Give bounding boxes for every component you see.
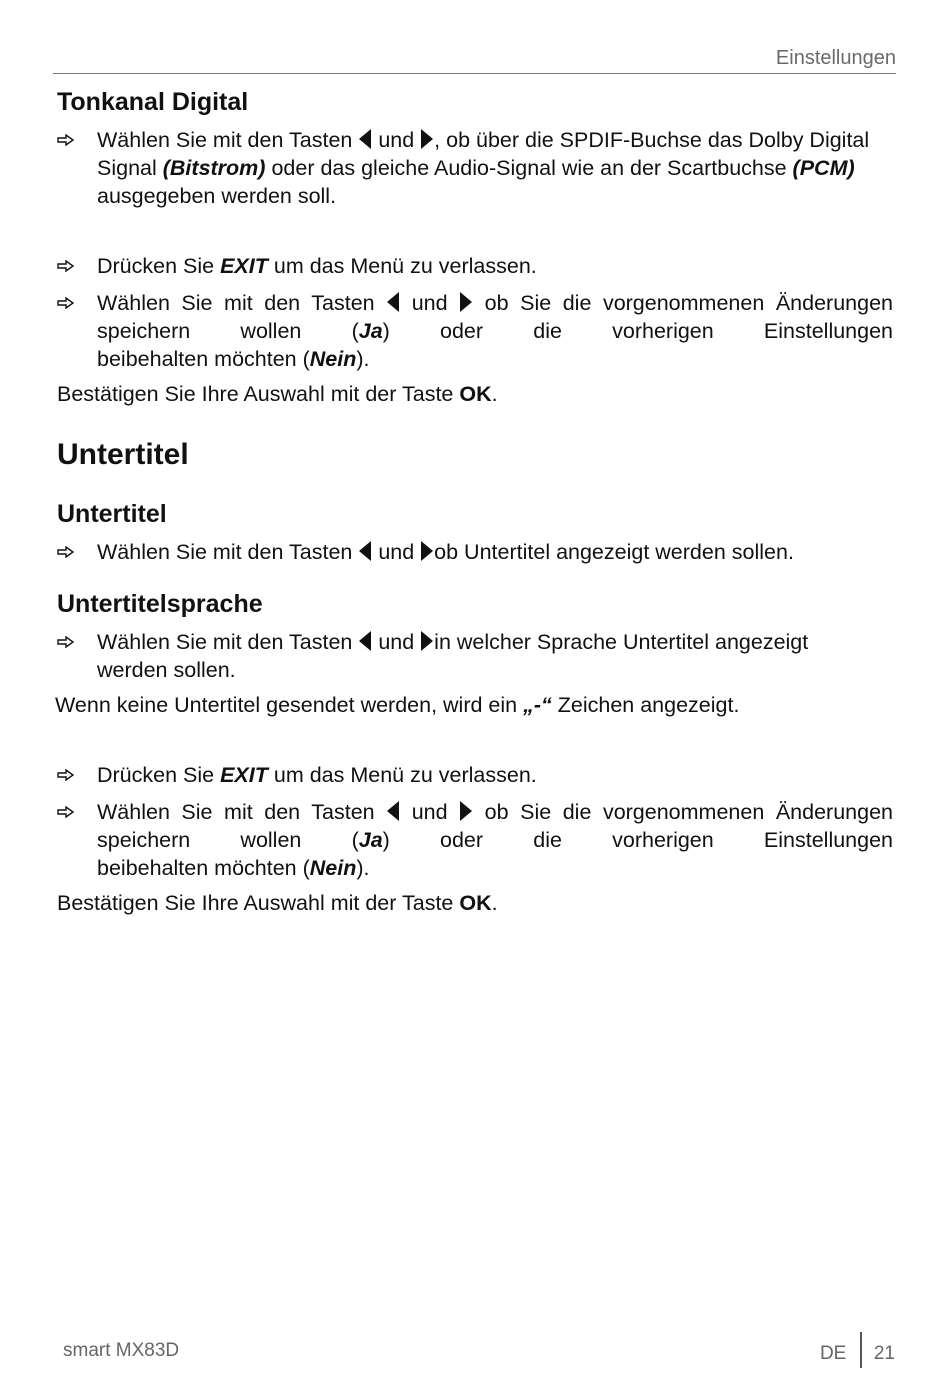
item-text: Wählen Sie mit den Tasten xyxy=(97,128,359,152)
heading-untertitelsprache: Untertitelsprache xyxy=(57,590,263,618)
list-item xyxy=(57,628,857,684)
list-item xyxy=(57,798,893,882)
nein-option: Nein xyxy=(309,347,357,371)
page-number: 21 xyxy=(873,1343,895,1364)
bullet-arrow-icon xyxy=(57,628,79,656)
confirm-paragraph xyxy=(57,380,893,408)
confirm-paragraph xyxy=(57,889,893,917)
bullet-arrow-icon xyxy=(57,798,79,826)
item-text: beibehalten möchten ( xyxy=(97,347,310,371)
item-text: ob Sie die vorgenommenen Änderungen speichern wollen ( xyxy=(97,291,893,343)
right-arrow-key-icon xyxy=(460,801,472,821)
left-arrow-key-icon xyxy=(359,631,371,651)
ja-option: Ja xyxy=(358,319,383,343)
bullet-arrow-icon xyxy=(57,538,79,566)
item-text: ob Sie die vorgenommenen Änderungen speichern wollen ( xyxy=(97,800,893,852)
item-text: und xyxy=(400,291,460,315)
item-text: Wählen Sie mit den Tasten xyxy=(97,540,359,564)
footer-language: DE xyxy=(819,1343,847,1364)
left-arrow-key-icon xyxy=(387,292,399,312)
item-text: ausgegeben werden soll. xyxy=(97,184,337,208)
pcm-term: (PCM) xyxy=(792,156,855,180)
footer-model: smart MX83D xyxy=(63,1340,180,1361)
note-paragraph xyxy=(55,691,893,719)
item-text: beibehalten möchten ( xyxy=(97,856,310,880)
bitstrom-term: (Bitstrom) xyxy=(162,156,266,180)
paragraph-text: Zeichen angezeigt. xyxy=(551,693,740,717)
item-text: und xyxy=(400,800,460,824)
right-arrow-key-icon xyxy=(460,292,472,312)
ja-option: Ja xyxy=(358,828,383,852)
list-item xyxy=(57,126,893,210)
item-text: um das Menü zu verlassen. xyxy=(267,763,537,787)
heading-untertitel: Untertitel xyxy=(57,500,167,528)
nein-option: Nein xyxy=(309,856,357,880)
page-header xyxy=(53,45,896,74)
paragraph-text: Bestätigen Sie Ihre Auswahl mit der Taste xyxy=(57,382,460,406)
list-item xyxy=(57,761,893,789)
item-text: ) oder die vorherigen Einstellungen xyxy=(382,828,894,852)
bullet-arrow-icon xyxy=(57,252,79,280)
paragraph-text: . xyxy=(491,382,498,406)
heading-tonkanal-digital: Tonkanal Digital xyxy=(57,88,249,116)
ok-key-label: OK xyxy=(459,891,492,915)
item-text: und xyxy=(378,630,421,654)
paragraph-text: Bestätigen Sie Ihre Auswahl mit der Taste xyxy=(57,891,460,915)
heading-untertitel-section: Untertitel xyxy=(57,438,189,471)
ok-key-label: OK xyxy=(459,382,492,406)
section-title: Einstellungen xyxy=(775,47,896,69)
paragraph-text: Wenn keine Untertitel gesendet werden, wird ein xyxy=(55,693,524,717)
item-text: Wählen Sie mit den Tasten xyxy=(97,291,387,315)
item-text: Drücken Sie xyxy=(97,763,221,787)
bullet-arrow-icon xyxy=(57,289,79,317)
item-text: ) oder die vorherigen Einstellungen xyxy=(382,319,894,343)
exit-key-label: EXIT xyxy=(220,254,268,278)
item-text: Wählen Sie mit den Tasten xyxy=(97,800,387,824)
page-content xyxy=(57,86,893,917)
right-arrow-key-icon xyxy=(421,129,433,149)
item-text: und xyxy=(378,128,421,152)
left-arrow-key-icon xyxy=(387,801,399,821)
paragraph-text: . xyxy=(491,891,498,915)
item-text: um das Menü zu verlassen. xyxy=(267,254,537,278)
left-arrow-key-icon xyxy=(359,129,371,149)
right-arrow-key-icon xyxy=(421,631,433,651)
item-text: ob Untertitel angezeigt werden sollen. xyxy=(434,540,794,564)
left-arrow-key-icon xyxy=(359,541,371,561)
list-item xyxy=(57,538,893,566)
item-text: und xyxy=(378,540,421,564)
right-arrow-key-icon xyxy=(421,541,433,561)
bullet-arrow-icon xyxy=(57,761,79,789)
dash-symbol: „-“ xyxy=(523,693,552,717)
exit-key-label: EXIT xyxy=(220,763,268,787)
footer-page-info xyxy=(820,1340,895,1368)
item-text: ). xyxy=(356,856,370,880)
item-text: Drücken Sie xyxy=(97,254,221,278)
item-text: in welcher Sprache Untertitel angezeigt werden sollen. xyxy=(97,630,809,682)
bullet-arrow-icon xyxy=(57,126,79,154)
item-text: , ob über die SPDIF-Buchse das Dolby Digital Signal xyxy=(97,128,870,180)
list-item xyxy=(57,289,893,373)
footer-divider xyxy=(860,1332,862,1368)
item-text: oder das gleiche Audio-Signal wie an der Scartbuchse xyxy=(265,156,793,180)
list-item xyxy=(57,252,893,280)
item-text: ). xyxy=(356,347,370,371)
item-text: Wählen Sie mit den Tasten xyxy=(97,630,359,654)
